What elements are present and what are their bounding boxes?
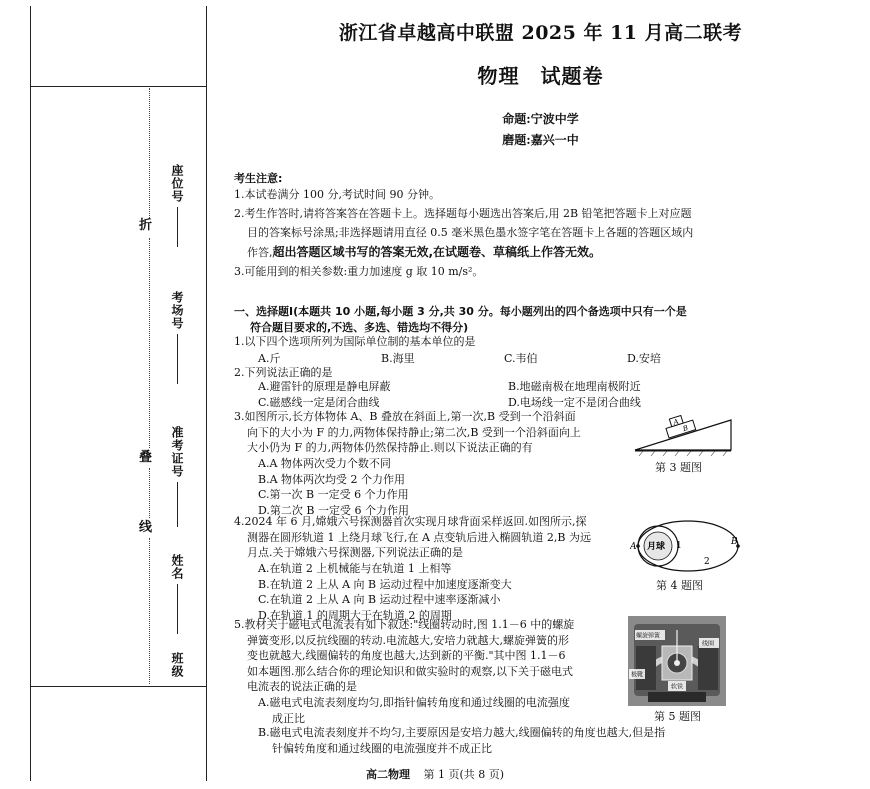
option: B.海里 (381, 352, 415, 365)
binding-sidebar (30, 6, 207, 781)
seat-number-label: 座位号 (170, 164, 184, 203)
figure-5-caption: 第 5 题图 (654, 710, 701, 723)
option: D.第二次 B 一定受 6 个力作用 (258, 503, 409, 517)
notice-item: 目的答案标号涂黑;非选择题请用直径 0.5 毫米黑色墨水签字笔在答题卡上各题的答题区域内 (247, 226, 694, 239)
question-5-stem: 5.教材关于磁电式电流表有如下叙述:"线圈转动时,图 1.1－6 中的螺旋 弹簧变形,以反抗线圈的转动.电流越大,安培力就越大,螺旋弹簧的形 变也就越大,线圈偏转的角度也越大,达到新的平衡."其中图 1.1－6 如本题图.那么结合你的理论知识和做实验时的观察,以下关于磁电式 电流表的说法正确的是 (234, 618, 575, 694)
point-b-label: B (731, 537, 738, 547)
block-b-label: B (681, 424, 690, 434)
exam-title: 浙江省卓越高中联盟 2025 年 11 月高二联考 (338, 22, 743, 44)
admission-number-label: 准考证号 (170, 426, 184, 478)
class-field (169, 652, 186, 682)
option: C.磁感线一定是闭合曲线 (258, 395, 380, 409)
option: B.A 物体两次均受 2 个力作用 (258, 472, 406, 486)
footer-subject: 高二物理 (365, 768, 410, 781)
option: C.韦伯 (504, 352, 538, 365)
exam-subject: 物理 试题卷 (477, 64, 604, 88)
class-label: 班级 (170, 652, 184, 678)
galvanometer-figure (628, 616, 726, 706)
notice-heading: 考生注意: (234, 172, 283, 185)
name-field (169, 554, 186, 634)
option: A.斤 (258, 352, 281, 365)
fold-char: 线 (139, 520, 153, 535)
question-2-options (258, 379, 758, 410)
option: A.在轨道 2 上机械能与在轨道 1 上相等 (258, 562, 452, 575)
fold-dotted-line (149, 238, 150, 448)
block-a-label: A (672, 417, 680, 427)
orbit-1-label: 1 (676, 541, 682, 551)
option: C.在轨道 2 上从 A 向 B 运动过程中速率逐渐减小 (258, 593, 501, 607)
sidebar-top-line (31, 86, 206, 87)
fold-dotted-line (149, 88, 150, 218)
author-line: 命题:宁波中学 (502, 112, 579, 126)
option: A.A 物体两次受力个数不同 (258, 457, 391, 470)
notice-block (234, 171, 844, 280)
moon-label: 月球 (647, 542, 666, 552)
question-1-options (258, 350, 750, 366)
exam-room-label: 考场号 (170, 291, 184, 330)
option: B.在轨道 2 上从 A 向 B 运动过程中加速度逐渐变大 (258, 577, 512, 591)
orbit-2-label: 2 (704, 557, 710, 567)
coil-label: 线圈 (702, 640, 715, 648)
question-5-option-b: B.磁电式电流表刻度并不均匀,主要原因是安培力越大,线圈偏转的角度也越大,但是指 针偏转角度和通过线圈的电流强度并不成正比 (258, 726, 666, 755)
footer-page-number: 第 1 页(共 8 页) (423, 768, 505, 781)
question-4-options (258, 561, 512, 623)
fold-char: 折 (139, 218, 153, 233)
admission-number-field (169, 426, 186, 527)
option: C.第一次 B 一定受 6 个力作用 (258, 488, 409, 502)
question-3-stem: 3.如图所示,长方体物体 A、B 叠放在斜面上,第一次,B 受到一个沿斜面 向下的大小为 F 的力,两物体保持静止;第二次,B 受到一个沿斜面向上 大小仍为 F 的力,两物体仍然保持静止.则以下说法正确的有 (234, 410, 581, 455)
fold-char: 叠 (139, 450, 153, 465)
question-2-stem: 2.下列说法正确的是 (234, 366, 333, 379)
question-1-stem: 1.以下四个选项所列为国际单位制的基本单位的是 (234, 335, 476, 348)
question-3-options (258, 456, 409, 518)
notice-item: 1.本试卷满分 100 分,考试时间 90 分钟。 (234, 188, 440, 201)
point-a-label: A (630, 542, 637, 552)
fold-dotted-line (149, 468, 150, 518)
sidebar-bottom-line (31, 686, 206, 687)
pole-shoe-label: 极靴 (631, 671, 644, 679)
notice-item: 作答,超出答题区域书写的答案无效,在试题卷、草稿纸上作答无效。 (247, 245, 602, 259)
soft-iron-label: 软铁 (671, 683, 684, 691)
exam-room-field (169, 291, 186, 384)
notice-item: 2.考生作答时,请将答案答在答题卡上。选择题每小题选出答案后,用 2B 铅笔把答题卡上对应题 (234, 207, 692, 220)
notice-item: 3.可能用到的相关参数:重力加速度 g 取 10 m/s²。 (234, 265, 484, 278)
orbit-figure (630, 518, 742, 576)
option: D.在轨道 1 的周期大于在轨道 2 的周期 (258, 608, 452, 622)
name-label: 姓名 (170, 554, 184, 580)
page-footer (0, 766, 870, 782)
incline-figure (633, 410, 733, 458)
seat-number-field (169, 164, 186, 247)
fold-dotted-line (149, 538, 150, 684)
option: B.地磁南极在地理南极附近 (508, 380, 641, 393)
figure-3-caption: 第 3 题图 (655, 461, 702, 474)
section-heading: 一、选择题Ⅰ(本题共 10 小题,每小题 3 分,共 30 分。每小题列出的四个备选项中只有一个是 符合题目要求的,不选、多选、错选均不得分) (234, 305, 687, 334)
question-5-option-a: A.磁电式电流表刻度均匀,即指针偏转角度和通过线圈的电流强度 成正比 (258, 696, 570, 725)
notice-emphasis: 超出答题区域书写的答案无效,在试题卷、草稿纸上作答无效。 (272, 245, 602, 259)
question-4-stem: 4.2024 年 6 月,嫦娥六号探测器首次实现月球背面采样返回.如图所示,探 测器在圆形轨道 1 上绕月球飞行,在 A 点变轨后进入椭圆轨道 2,B 为远 月点.关于嫦娥六号探测器,下列说法正确的是 (234, 515, 591, 560)
option: A.避雷针的原理是静电屏蔽 (258, 380, 391, 393)
option: D.安培 (627, 352, 661, 365)
reviewer-line: 磨题:嘉兴一中 (502, 133, 579, 147)
figure-4-caption: 第 4 题图 (656, 579, 703, 592)
option: D.电场线一定不是闭合曲线 (508, 395, 641, 409)
spring-label: 螺旋弹簧 (636, 632, 661, 640)
